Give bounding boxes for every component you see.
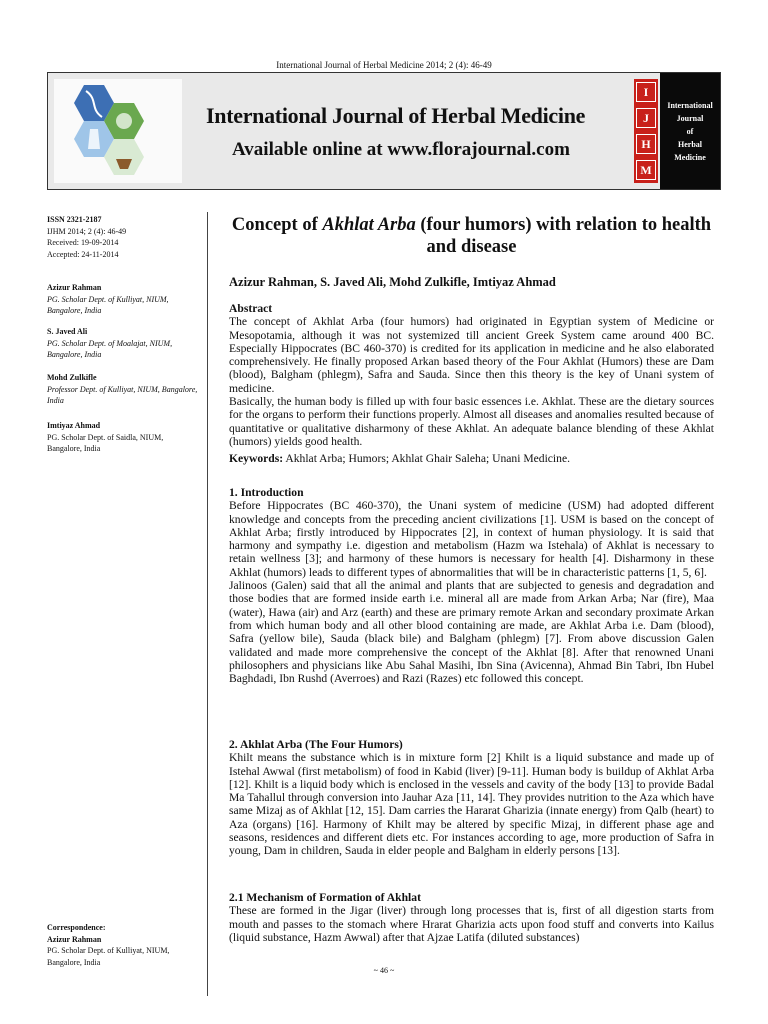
affil-text: PG. Scholar Dept. of Moalajat, NIUM, Bangalore, India bbox=[47, 338, 173, 359]
body-para: Khilt means the substance which is in mixture form [2] Khilt is a liquid substance and made up of Istehal Awwal (first metabolism) of food in Kabid (liver) [9-11]. Human body is buildup of Akhlat Arba [12]. Khilt is a liquid body which is enclosed in the vessels and cavity of the body [13] to provide Badal Ma Tahallul through conversion into Jauhar Aza [11, 14]. They provides nutrition to the Aza which have same Mizaj as of Akhlat [12, 15]. Dam carries the Hararat Gharizia (innate energy) from Qalb (heart) to Aza (organs) [16]. Harmony of Khilt may be altered by specific Mizaj, in different phase age and seasons, residences and different diets etc. For instances according to age, more production of Safra in young, Dam in children, Sauda in elder people and Balgham in elderly persons [13]. bbox=[229, 751, 714, 858]
introduction bbox=[229, 486, 714, 685]
side-word: Medicine bbox=[674, 152, 706, 162]
body-para: These are formed in the Jigar (liver) through long processes that is, first of all digestion starts from mouth and passes to the stomach where Hrarat Gharizia acts upon food stuff and converts into Kailus (liquid substance, Hazm Awwal) after that Ajzae Latifa (diluted substances) bbox=[229, 904, 714, 944]
accepted-date: Accepted: 24-11-2014 bbox=[47, 249, 119, 259]
letter-i: I bbox=[636, 82, 656, 102]
section-heading: 2. Akhlat Arba (The Four Humors) bbox=[229, 738, 403, 751]
issn: ISSN 2321-2187 bbox=[47, 215, 102, 224]
side-word: International bbox=[667, 100, 713, 110]
keywords-text: Akhlat Arba; Humors; Akhlat Ghair Saleha; Unani Medicine. bbox=[283, 452, 570, 465]
letter-j: J bbox=[636, 108, 656, 128]
author-affiliation bbox=[47, 282, 199, 317]
journal-citation: International Journal of Herbal Medicine 2014; 2 (4): 46-49 bbox=[276, 60, 492, 70]
journal-name-block bbox=[660, 73, 720, 189]
section-heading: 2.1 Mechanism of Formation of Akhlat bbox=[229, 891, 421, 904]
section-2-1 bbox=[229, 891, 714, 944]
abstract-para: Basically, the human body is filled up with four basic essences i.e. Akhlat. These are the dietary sources for the organs to perform their functions properly. Almost all diseases and anomalies resulted because of quantitative or qualitative disharmony of these Akhlat. An adequate balance blending of these Akhlat (humors) yields good health. bbox=[229, 395, 714, 448]
correspondence-label: Correspondence: bbox=[47, 923, 106, 932]
page-number: ~ 46 ~ bbox=[373, 966, 395, 975]
keywords-label: Keywords: bbox=[229, 452, 284, 465]
affil-author-name: Mohd Zulkifle bbox=[47, 373, 97, 382]
correspondence-aff: PG. Scholar Dept. of Kulliyat, NIUM, Bangalore, India bbox=[47, 946, 170, 967]
side-word: Herbal bbox=[678, 139, 702, 149]
section-2 bbox=[229, 738, 714, 858]
banner-title: International Journal of Herbal Medicine bbox=[206, 103, 586, 128]
affil-author-name: S. Javed Ali bbox=[47, 327, 88, 336]
affil-author-name: Azizur Rahman bbox=[47, 283, 102, 292]
affil-author-name: Imtiyaz Ahmad bbox=[47, 421, 101, 430]
body-para: Before Hippocrates (BC 460-370), the Unani system of medicine (USM) had adopted different knowledge and concepts from the preceding ancient civilizations [1]. USM is based on the concept of Akhlat Arba; firstly introduced by Hippocrates [2], in context of human physiology. It is said that harmony and sympathy i.e. digestion and metabolism (Hazm wa Istehala) of Akhlat is necessary to retain wellness [3]; and harmony of these humors is necessary for health [4]. Disharmony in these Akhlat (humors) leads to different types of abnormalities that will be in characteristic patterns [1, 5, 6]. bbox=[229, 499, 714, 579]
keywords bbox=[229, 452, 714, 465]
journal-logo-icon bbox=[54, 79, 182, 183]
author-affiliation bbox=[47, 326, 199, 361]
author-affiliation bbox=[47, 372, 199, 407]
ijhm-letter-column bbox=[634, 79, 658, 183]
letter-h: H bbox=[636, 134, 656, 154]
correspondence bbox=[47, 922, 199, 968]
correspondence-name: Azizur Rahman bbox=[47, 934, 102, 944]
section-heading: 1. Introduction bbox=[229, 486, 304, 499]
ijhm-ref: IJHM 2014; 2 (4): 46-49 bbox=[47, 226, 127, 236]
side-word: of bbox=[686, 126, 694, 136]
letter-m: M bbox=[636, 160, 656, 180]
banner-subtitle: Available online at www.florajournal.com bbox=[232, 139, 570, 160]
abstract-para: The concept of Akhlat Arba (four humors) had originated in Egyptian system of Medicine or Mesopotamia, although it was not systemized till ancient Greek System came around 400 BC. Especially Hippocrates (BC 460-370) is credited for its application in medicine and he also elaborated comprehensively. He finally proposed Arkan based theory of the Four Akhlat (Humors) these are Dam (blood), Balgham (phlegm), Safra and Sauda. Since then this theory is the key of Unani system of medicine. bbox=[229, 315, 714, 395]
author-line: Azizur Rahman, S. Javed Ali, Mohd Zulkifle, Imtiyaz Ahmad bbox=[229, 275, 556, 289]
article-title: Concept of Akhlat Arba (four humors) with relation to health and disease bbox=[231, 215, 712, 257]
affil-text: Professor Dept. of Kulliyat, NIUM, Bangalore, India bbox=[47, 384, 198, 405]
abstract bbox=[229, 302, 714, 448]
side-word: Journal bbox=[676, 113, 704, 123]
affil-text: PG. Scholar Dept. of Kulliyat, NIUM, Bangalore, India bbox=[47, 294, 169, 315]
body-para: Jalinoos (Galen) said that all the animal and plants that are subjected to genesis and degradation and those bodies that are formed inside earth i.e. mineral all are made from Arkan Arba; Nar (fire), Maa (water), Hawa (air) and Arz (earth) and these are primary remote Arkan and secondary proximate Arkan from which human body and all other blood containing are made, are Akhlat Arba i.e. Dam (blood), Safra (yellow bile), Sauda (black bile) and Balgham (phlegm) [7]. From above discussion Galen validated and made more comprehensive the concept of the Akhlat [8]. After that renowned Unani philosophers and physicians like Abu Sahal Masihi, Ibn Sina (Avicenna), Ahmad Bin Tabri, Ibn Hubel Baghdadi, Ibn Rushd (Averroes) and Razi (Razes) etc followed this concept. bbox=[229, 579, 714, 686]
article-meta bbox=[47, 214, 199, 260]
author-affiliation bbox=[47, 420, 199, 455]
abstract-heading: Abstract bbox=[229, 302, 273, 315]
column-divider bbox=[207, 212, 208, 996]
affil-text: PG. Scholar Dept. of Saidla, NIUM, Bangalore, India bbox=[47, 432, 164, 453]
received-date: Received: 19-09-2014 bbox=[47, 238, 119, 247]
journal-banner bbox=[47, 72, 721, 190]
